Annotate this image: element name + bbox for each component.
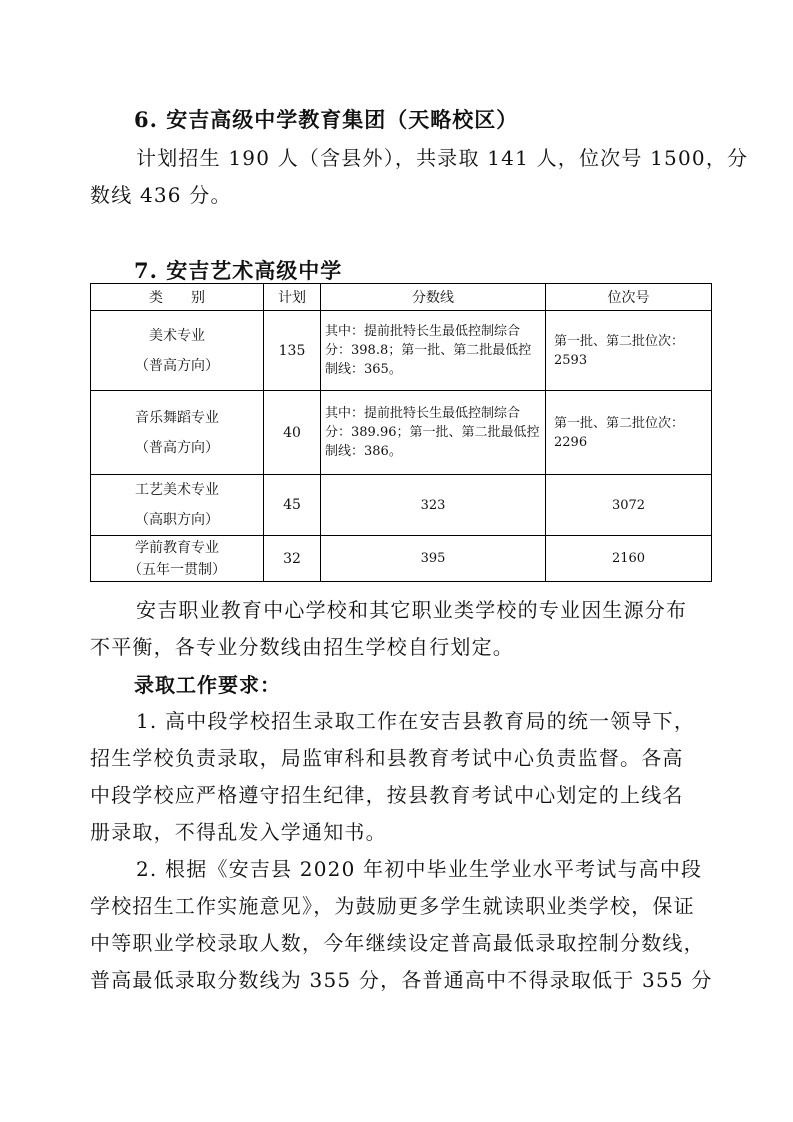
- score-cell: 323: [321, 475, 546, 536]
- category-cell: [91, 311, 264, 391]
- requirement-1-line-3: 中段学校应严格遵守招生纪律，按县教育考试中心划定的上线名: [90, 783, 684, 807]
- plan-cell: 32: [264, 536, 321, 582]
- table-row: [91, 536, 712, 582]
- table-header-row: [91, 284, 712, 311]
- score-cell: 其中：提前批特长生最低控制综合分：389.96；第一批、第二批最低控制线：386。: [321, 391, 546, 475]
- requirement-2-line-2: 学校招生工作实施意见》，为鼓励更多学生就读职业类学校，保证: [90, 894, 695, 918]
- vocational-line-2: 不平衡，各专业分数线由招生学校自行划定。: [90, 635, 514, 659]
- rank-cell: 第一批、第二批位次：2593: [546, 311, 712, 391]
- requirements-title: 录取工作要求：: [134, 673, 281, 697]
- category-cell: [91, 475, 264, 536]
- header-category: 类 别: [91, 284, 264, 311]
- category-direction: （五年一贯制）: [128, 561, 226, 578]
- category-cell: [91, 536, 264, 582]
- plan-cell: 40: [264, 391, 321, 475]
- table-row: [91, 391, 712, 475]
- section-7-title: 7. 安吉艺术高级中学: [134, 258, 343, 283]
- category-direction: （高职方向）: [135, 512, 219, 528]
- requirement-1-line-1: 1. 高中段学校招生录取工作在安吉县教育局的统一领导下，: [136, 709, 696, 733]
- score-cell: 其中：提前批特长生最低控制综合分：398.8；第一批、第二批最低控制线：365。: [321, 311, 546, 391]
- section-6-line-1: 计划招生 190 人（含县外），共录取 141 人，位次号 1500，分: [136, 146, 749, 170]
- table-row: [91, 311, 712, 391]
- header-plan: 计划: [264, 284, 321, 311]
- rank-cell: 第一批、第二批位次：2296: [546, 391, 712, 475]
- score-cell: 395: [321, 536, 546, 582]
- admission-table: [90, 283, 712, 582]
- requirement-2-line-4: 普高最低录取分数线为 355 分，各普通高中不得录取低于 355 分: [90, 968, 713, 992]
- rank-cell: 3072: [546, 475, 712, 536]
- category-cell: [91, 391, 264, 475]
- section-6-line-2: 数线 436 分。: [90, 183, 232, 207]
- plan-cell: 135: [264, 311, 321, 391]
- requirement-2-line-3: 中等职业学校录取人数，今年继续设定普高最低录取控制分数线，: [90, 931, 705, 955]
- header-score: 分数线: [321, 284, 546, 311]
- plan-cell: 45: [264, 475, 321, 536]
- requirement-1-line-4: 册录取，不得乱发入学通知书。: [90, 820, 387, 844]
- requirement-1-line-2: 招生学校负责录取，局监审科和县教育考试中心负责监督。各高: [90, 746, 684, 770]
- category-direction: （普高方向）: [135, 439, 219, 456]
- category-name: 美术专业: [149, 327, 205, 344]
- category-direction: （普高方向）: [135, 357, 219, 374]
- table-row: [91, 475, 712, 536]
- vocational-line-1: 安吉职业教育中心学校和其它职业类学校的专业因生源分布: [136, 598, 688, 622]
- category-name: 工艺美术专业: [135, 482, 219, 498]
- header-rank: 位次号: [546, 284, 712, 311]
- section-6-title: 6. 安吉高级中学教育集团（天略校区）: [134, 107, 519, 132]
- rank-cell: 2160: [546, 536, 712, 582]
- requirement-2-line-1: 2. 根据《安吉县 2020 年初中毕业生学业水平考试与高中段: [136, 857, 703, 881]
- category-name: 音乐舞蹈专业: [135, 409, 219, 426]
- category-name: 学前教育专业: [135, 539, 219, 556]
